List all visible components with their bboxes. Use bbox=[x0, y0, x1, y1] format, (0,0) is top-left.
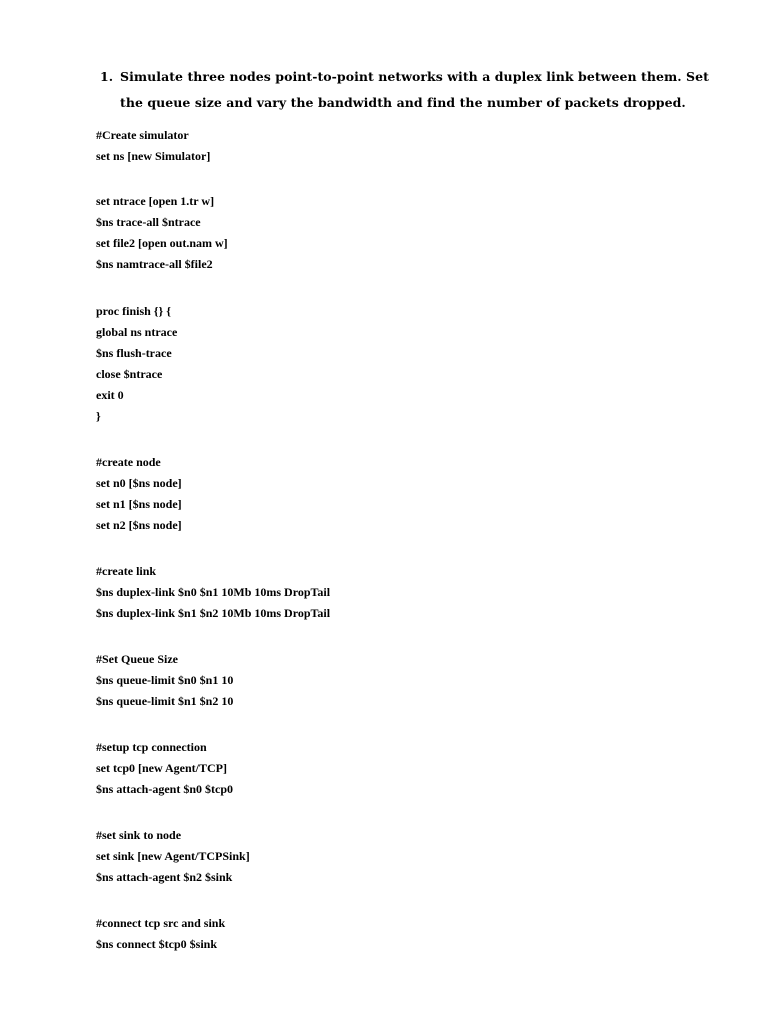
code-line: $ns trace-all $ntrace bbox=[96, 215, 201, 229]
code-line: #setup tcp connection bbox=[96, 740, 207, 754]
code-line: #create node bbox=[96, 455, 161, 469]
code-line: set ns [new Simulator] bbox=[96, 149, 211, 163]
code-line: $ns queue-limit $n0 $n1 10 bbox=[96, 673, 234, 687]
code-line: set n2 [$ns node] bbox=[96, 518, 182, 532]
code-line: #connect tcp src and sink bbox=[96, 916, 226, 930]
task-item bbox=[100, 64, 710, 116]
code-line: $ns connect $tcp0 $sink bbox=[96, 937, 218, 951]
code-line: $ns queue-limit $n1 $n2 10 bbox=[96, 694, 234, 708]
code-line: set file2 [open out.nam w] bbox=[96, 236, 228, 250]
code-line: exit 0 bbox=[96, 388, 124, 402]
code-line: $ns attach-agent $n0 $tcp0 bbox=[96, 782, 233, 796]
code-line: $ns attach-agent $n2 $sink bbox=[96, 870, 233, 884]
code-line: set n1 [$ns node] bbox=[96, 497, 182, 511]
code-line: global ns ntrace bbox=[96, 325, 178, 339]
code-line: #set sink to node bbox=[96, 828, 182, 842]
task-number: 1. bbox=[100, 69, 114, 84]
code-line: proc finish {} { bbox=[96, 304, 171, 318]
code-line: $ns namtrace-all $file2 bbox=[96, 257, 213, 271]
code-line: set tcp0 [new Agent/TCP] bbox=[96, 761, 227, 775]
code-line: $ns duplex-link $n1 $n2 10Mb 10ms DropTail bbox=[96, 606, 331, 620]
code-line: #Set Queue Size bbox=[96, 652, 178, 666]
code-line: $ns flush-trace bbox=[96, 346, 172, 360]
task-text: Simulate three nodes point-to-point networks with a duplex link between them. Set the queue size and vary the bandwidth and find the number of packets dropped. bbox=[120, 69, 709, 110]
code-line: close $ntrace bbox=[96, 367, 163, 381]
code-line: #Create simulator bbox=[96, 128, 189, 142]
code-line: set sink [new Agent/TCPSink] bbox=[96, 849, 250, 863]
code-line: #create link bbox=[96, 564, 157, 578]
code-line: $ns duplex-link $n0 $n1 10Mb 10ms DropTail bbox=[96, 585, 331, 599]
code-line: } bbox=[96, 409, 101, 423]
code-line: set ntrace [open 1.tr w] bbox=[96, 194, 215, 208]
code-line: set n0 [$ns node] bbox=[96, 476, 182, 490]
